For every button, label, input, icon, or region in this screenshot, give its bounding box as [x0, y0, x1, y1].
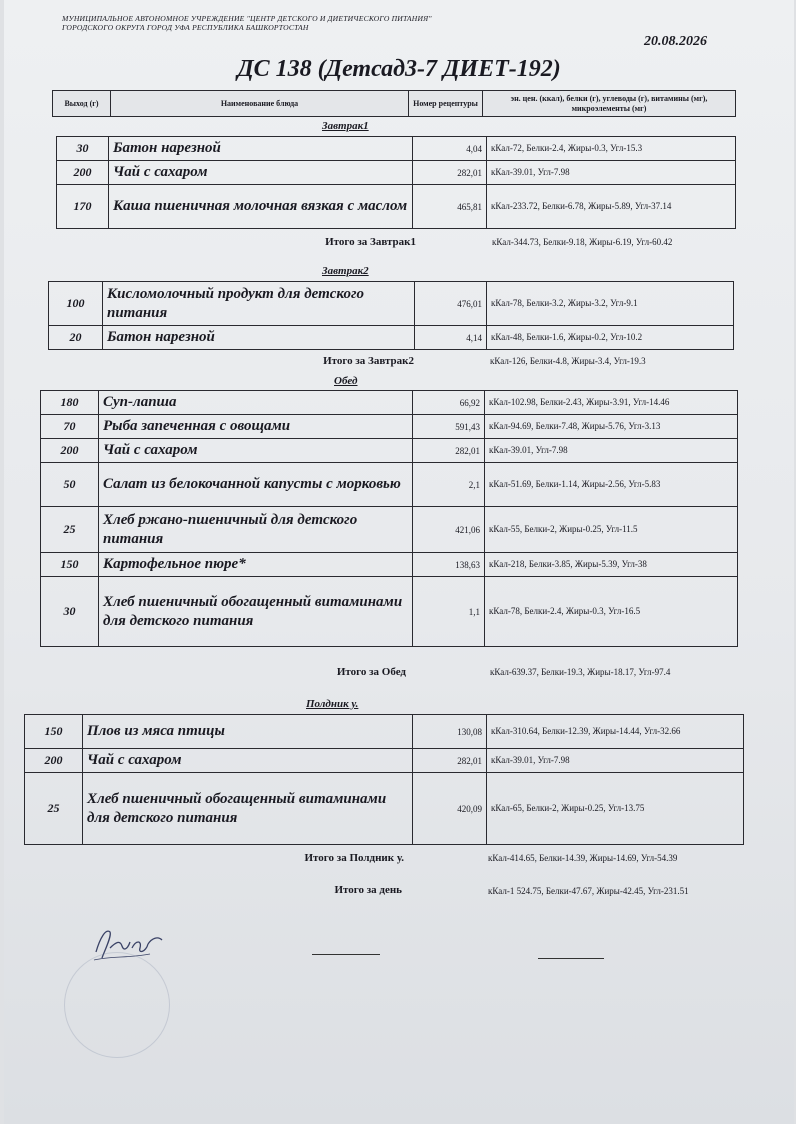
table-row [41, 415, 738, 439]
col-recipe: Номер рецептуры [409, 91, 483, 117]
dish-output: 180 [41, 391, 99, 415]
nutrition-info: кКал-233.72, Белки-6.78, Жиры-5.89, Угл-37.14 [487, 185, 736, 229]
nutrition-info: кКал-51.69, Белки-1.14, Жиры-2.56, Угл-5.83 [485, 463, 738, 507]
section-title: Обед [334, 375, 358, 387]
recipe-number: 4,04 [413, 137, 487, 161]
section-total-label: Итого за Обед [336, 666, 406, 678]
col-name: Наименование блюда [111, 91, 409, 117]
section-total-value: кКал-639.37, Белки-19.3, Жиры-18.17, Угл-97.4 [490, 667, 671, 677]
section-total-value: кКал-344.73, Белки-9.18, Жиры-6.19, Угл-60.42 [492, 237, 673, 247]
dish-output: 150 [41, 553, 99, 577]
recipe-number: 282,01 [413, 749, 487, 773]
section-total-label: Итого за Завтрак1 [325, 236, 416, 248]
recipe-number: 138,63 [413, 553, 485, 577]
recipe-number: 66,92 [413, 391, 485, 415]
table-row [49, 326, 734, 350]
dish-name: Картофельное пюре* [99, 553, 413, 577]
nutrition-info: кКал-48, Белки-1.6, Жиры-0.2, Угл-10.2 [487, 326, 734, 350]
dish-output: 25 [25, 773, 83, 845]
recipe-number: 2,1 [413, 463, 485, 507]
col-nutrition: эн. цен. (ккал), белки (г), углеводы (г), витамины (мг), микроэлементы (мг) [483, 91, 736, 117]
nutrition-info: кКал-78, Белки-2.4, Жиры-0.3, Угл-16.5 [485, 577, 738, 647]
nutrition-info: кКал-94.69, Белки-7.48, Жиры-5.76, Угл-3.13 [485, 415, 738, 439]
dish-name: Плов из мяса птицы [83, 715, 413, 749]
nutrition-info: кКал-218, Белки-3.85, Жиры-5.39, Угл-38 [485, 553, 738, 577]
table-row [41, 391, 738, 415]
recipe-number: 282,01 [413, 161, 487, 185]
dish-name: Чай с сахаром [109, 161, 413, 185]
section-total-value: кКал-414.65, Белки-14.39, Жиры-14.69, Угл-54.39 [488, 853, 678, 863]
dish-output: 50 [41, 463, 99, 507]
menu-table-breakfast1 [52, 90, 736, 117]
nutrition-info: кКал-72, Белки-2.4, Жиры-0.3, Угл-15.3 [487, 137, 736, 161]
day-total-label: Итого за день [334, 884, 402, 896]
signature-line [538, 958, 604, 959]
dish-output: 20 [49, 326, 103, 350]
recipe-number: 591,43 [413, 415, 485, 439]
dish-name: Суп-лапша [99, 391, 413, 415]
nutrition-info: кКал-39.01, Угл-7.98 [487, 161, 736, 185]
dish-name: Салат из белокочанной капусты с морковью [99, 463, 413, 507]
col-output: Выход (г) [53, 91, 111, 117]
recipe-number: 421,06 [413, 507, 485, 553]
nutrition-info: кКал-39.01, Угл-7.98 [485, 439, 738, 463]
table-row [25, 715, 744, 749]
dish-output: 150 [25, 715, 83, 749]
dish-name: Каша пшеничная молочная вязкая с маслом [109, 185, 413, 229]
table-row [57, 137, 736, 161]
section-total-label: Итого за Полдник у. [304, 852, 404, 864]
document-sheet [4, 0, 794, 1124]
nutrition-info: кКал-65, Белки-2, Жиры-0.25, Угл-13.75 [487, 773, 744, 845]
dish-name: Хлеб пшеничный обогащенный витаминами для детского питания [83, 773, 413, 845]
stamp-mark [64, 952, 170, 1058]
dish-name: Батон нарезной [109, 137, 413, 161]
recipe-number: 465,81 [413, 185, 487, 229]
dish-output: 100 [49, 282, 103, 326]
recipe-number: 420,09 [413, 773, 487, 845]
organization-name: МУНИЦИПАЛЬНОЕ АВТОНОМНОЕ УЧРЕЖДЕНИЕ "ЦЕНТР ДЕТСКОГО И ДИЕТИЧЕСКОГО ПИТАНИЯ" ГОРОДСКОГО ОКРУГА ГОРОД УФА РЕСПУБЛИКА БАШКОРТОСТАН [62, 14, 432, 32]
nutrition-info: кКал-310.64, Белки-12.39, Жиры-14.44, Угл-32.66 [487, 715, 744, 749]
menu-date: 20.08.2026 [644, 34, 707, 49]
signature-line [312, 954, 380, 955]
dish-output: 30 [41, 577, 99, 647]
nutrition-info: кКал-78, Белки-3.2, Жиры-3.2, Угл-9.1 [487, 282, 734, 326]
table-row [57, 185, 736, 229]
day-total-value: кКал-1 524.75, Белки-47.67, Жиры-42.45, Угл-231.51 [488, 886, 689, 896]
table-row [57, 161, 736, 185]
table-row [41, 507, 738, 553]
section-total-label: Итого за Завтрак2 [323, 355, 414, 367]
page-title: ДС 138 (Детсад3-7 ДИЕТ-192) [237, 56, 561, 82]
dish-output: 200 [25, 749, 83, 773]
nutrition-info: кКал-55, Белки-2, Жиры-0.25, Угл-11.5 [485, 507, 738, 553]
dish-output: 70 [41, 415, 99, 439]
section-table [40, 390, 738, 647]
section-table [56, 136, 736, 229]
dish-name: Хлеб ржано-пшеничный для детского питания [99, 507, 413, 553]
dish-name: Чай с сахаром [99, 439, 413, 463]
dish-output: 30 [57, 137, 109, 161]
nutrition-info: кКал-39.01, Угл-7.98 [487, 749, 744, 773]
dish-name: Кисломолочный продукт для детского питания [103, 282, 415, 326]
table-row [25, 749, 744, 773]
dish-name: Чай с сахаром [83, 749, 413, 773]
table-row [41, 553, 738, 577]
section-table [24, 714, 744, 845]
dish-output: 200 [41, 439, 99, 463]
table-row [25, 773, 744, 845]
recipe-number: 282,01 [413, 439, 485, 463]
recipe-number: 4,14 [415, 326, 487, 350]
section-title: Полдник у. [306, 698, 359, 710]
table-row [41, 463, 738, 507]
dish-output: 170 [57, 185, 109, 229]
section-table [48, 281, 734, 350]
recipe-number: 1,1 [413, 577, 485, 647]
recipe-number: 130,08 [413, 715, 487, 749]
section-title: Завтрак1 [322, 120, 369, 132]
dish-name: Рыба запеченная с овощами [99, 415, 413, 439]
recipe-number: 476,01 [415, 282, 487, 326]
nutrition-info: кКал-102.98, Белки-2.43, Жиры-3.91, Угл-14.46 [485, 391, 738, 415]
dish-name: Хлеб пшеничный обогащенный витаминами для детского питания [99, 577, 413, 647]
table-header-row [53, 91, 736, 117]
table-row [41, 439, 738, 463]
dish-name: Батон нарезной [103, 326, 415, 350]
section-title: Завтрак2 [322, 265, 369, 277]
table-row [41, 577, 738, 647]
table-row [49, 282, 734, 326]
dish-output: 200 [57, 161, 109, 185]
dish-output: 25 [41, 507, 99, 553]
section-total-value: кКал-126, Белки-4.8, Жиры-3.4, Угл-19.3 [490, 356, 646, 366]
